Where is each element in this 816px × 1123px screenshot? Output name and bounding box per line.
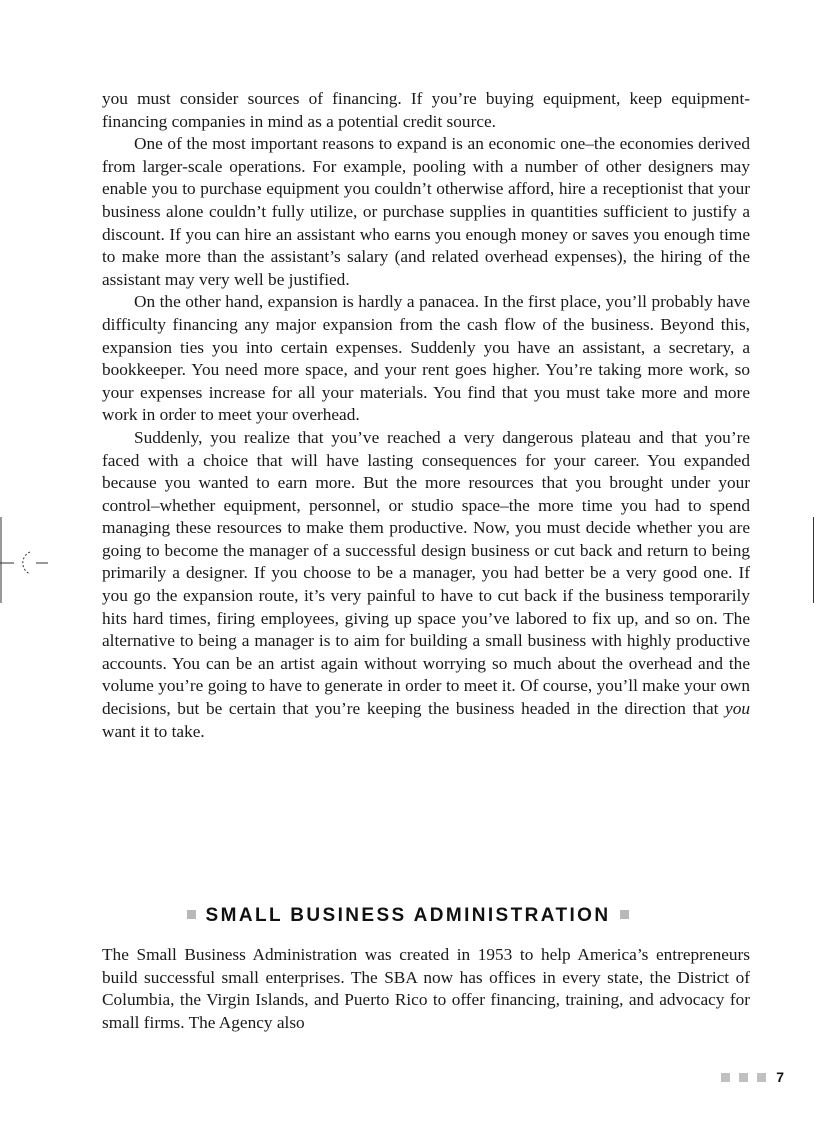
body-text: [102, 88, 750, 743]
paragraph: [102, 427, 750, 743]
sba-text: [102, 944, 750, 1034]
section-heading: [0, 905, 816, 927]
paragraph: [102, 133, 750, 291]
paragraph-text: On the other hand, expansion is hardly a panacea. In the first place, you’ll probably have difficulty financing any major expansion from the cash flow of the business. Beyond this, expansion ties you into certain expenses. Suddenly you have an assistant, a secretary, a bookkeeper. You need more space, and your rent goes higher. You’re taking more work, so your expenses increase for all your materials. You find that you must take more and more work in order to meet your overhead.: [102, 292, 750, 425]
square-bullet-icon: [187, 910, 196, 919]
sba-paragraph: The Small Business Administration was created in 1953 to help America’s entrepreneurs build successful small enterprises. The SBA now has offices in every state, the District of Columbia, the Virgin Islands, and Puerto Rico to offer financing, training, and advocacy for small firms. The Agency also: [102, 945, 750, 1032]
square-bullet-icon: [620, 910, 629, 919]
paragraph-text: Suddenly, you realize that you’ve reached a very dangerous plateau and that you’re faced with a choice that will have lasting consequences for your career. You expanded because you wanted to earn more. But the more resources that you brought under your control–whether equipment, personnel, or studio space–the more time you had to spend managing these resources to make them productive. Now, you must decide whether you are going to become the manager of a successful design business or cut back and return to being primarily a designer. If you choose to be a manager, you had better be a very good one. If you go the expansion route, it’s very painful to have to cut back if the business temporarily hits hard times, firing employees, giving up space you’ve labored to fix up, and so on. The alternative to being a manager is to aim for building a small business with highly productive accounts. You can be an artist again without worrying so much about the overhead and the volume you’re going to have to generate in order to meet it. Of course, you’ll make your own decisions, but be certain that you’re keeping the business headed in the direction that: [102, 427, 750, 719]
section-heading-text: SMALL BUSINESS ADMINISTRATION: [205, 905, 611, 926]
square-bullet-icon: [721, 1073, 730, 1082]
emphasis-text: you: [725, 699, 750, 719]
square-bullet-icon: [739, 1073, 748, 1082]
paragraph-text: you must consider sources of financing. If you’re buying equipment, keep equipment-financing companies in mind as a potential credit source.: [102, 89, 750, 131]
paragraph: [102, 291, 750, 427]
registration-mark: [0, 517, 50, 603]
page-footer: [721, 1069, 784, 1085]
square-bullet-icon: [757, 1073, 766, 1082]
paragraph-text: One of the most important reasons to expand is an economic one–the economies derived from larger-scale operations. For example, pooling with a number of other designers may enable you to purchase equipment you couldn’t otherwise afford, hire a receptionist that your business alone couldn’t fully utilize, or purchase supplies in quantities sufficient to justify a discount. If you can hire an assistant who earns you enough money or saves you enough time to make more than the assistant’s salary (and related overhead expenses), the hiring of the assistant may very well be justified.: [102, 134, 750, 289]
page-number: 7: [776, 1069, 784, 1085]
paragraph-text: want it to take.: [102, 721, 205, 741]
paragraph: [102, 88, 750, 133]
